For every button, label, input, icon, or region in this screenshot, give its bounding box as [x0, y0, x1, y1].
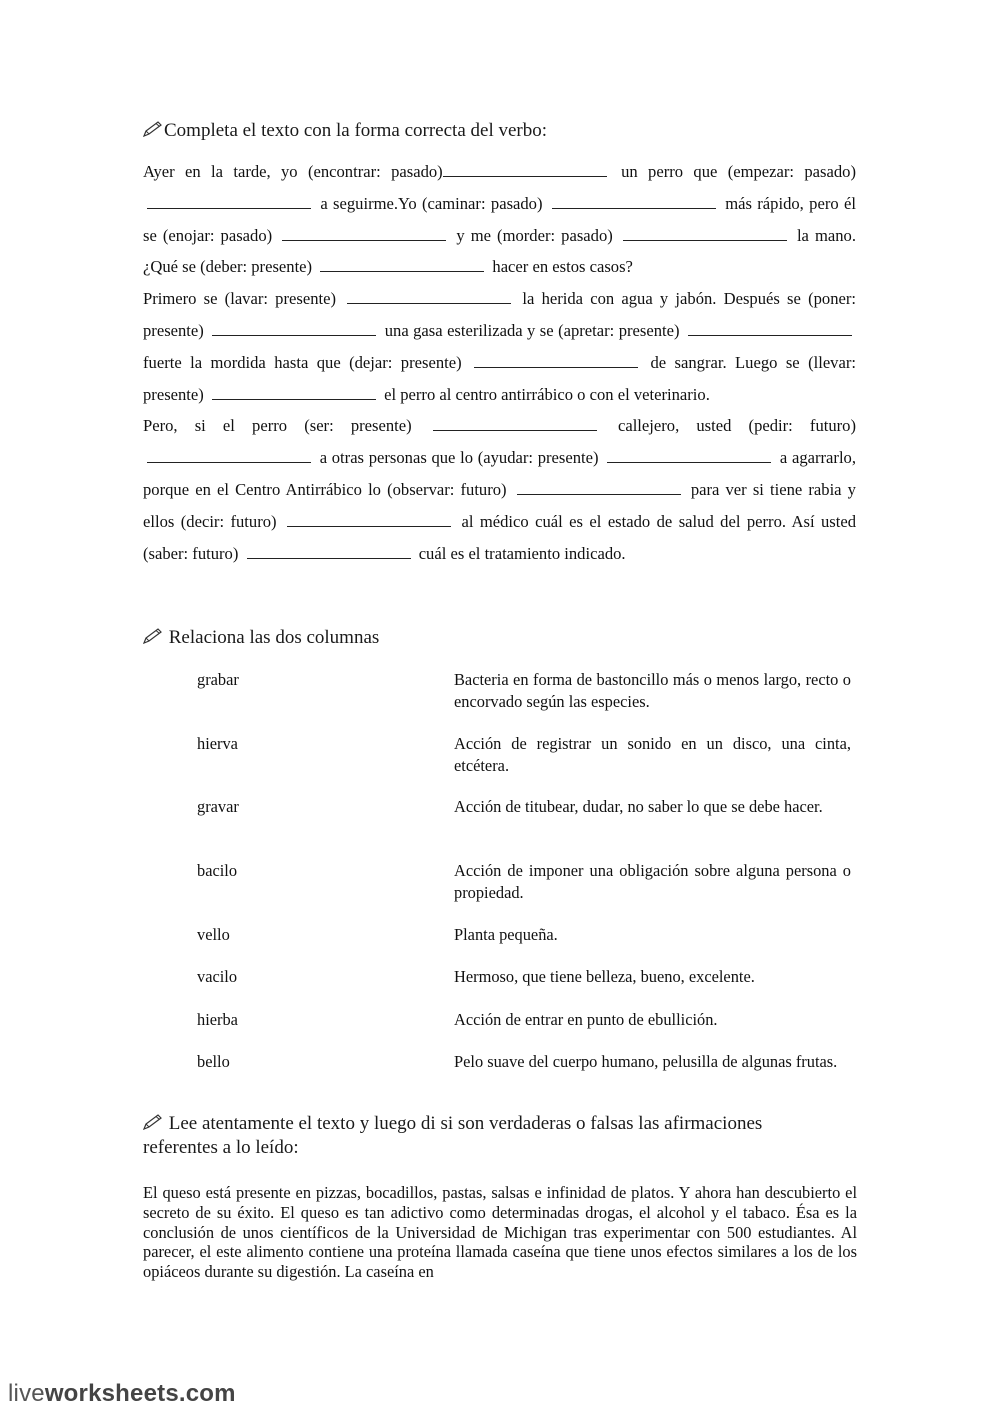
exercise2-title: Relaciona las dos columnas [168, 627, 380, 648]
answer-blank[interactable] [517, 478, 681, 495]
match-word[interactable]: vacilo [197, 967, 238, 986]
answer-blank[interactable] [552, 192, 716, 209]
liveworksheets-logo[interactable] [8, 1380, 236, 1408]
text-segment: a otras personas que lo (ayudar: presente) [319, 448, 599, 468]
match-definition[interactable]: Acción de imponer una obligación sobre alguna persona o propiedad. [454, 861, 851, 902]
answer-blank[interactable] [474, 351, 638, 368]
text-segment: de sangrar. Luego se (llevar: presente) [143, 352, 856, 404]
logo-bold-text: worksheets [44, 1380, 179, 1407]
exercise1-heading [143, 119, 858, 143]
answer-blank[interactable] [623, 224, 787, 241]
exercise3-heading [143, 1112, 833, 1160]
match-word[interactable]: vello [197, 925, 230, 944]
text-segment: a agarrarlo, porque en el Centro Antirrábico lo (observar: futuro) [143, 448, 857, 499]
exercise1-paragraph-2 [143, 283, 856, 410]
pencil-icon [143, 1114, 163, 1130]
exercise1-paragraph-3 [143, 410, 856, 569]
answer-blank[interactable] [443, 160, 607, 177]
exercise1-title: Completa el texto con la forma correcta del verbo: [164, 120, 548, 141]
answer-blank[interactable] [282, 224, 446, 241]
answer-blank[interactable] [433, 414, 597, 431]
answer-blank[interactable] [607, 446, 771, 463]
text-segment: la herida con agua y jabón. Después se (poner: presente) [143, 289, 856, 340]
text-segment: la mano. ¿Qué se (deber: presente) [143, 225, 856, 277]
text-segment: Pero, si el perro (ser: presente) [143, 416, 412, 436]
match-definition[interactable]: Acción de entrar en punto de ebullición. [454, 1010, 718, 1029]
match-definition[interactable]: Acción de titubear, dudar, no saber lo que se debe hacer. [454, 797, 823, 816]
match-word[interactable]: grabar [197, 670, 239, 689]
pencil-icon [143, 628, 163, 644]
text-segment: callejero, usted (pedir: futuro) [617, 416, 857, 436]
text-segment: para ver si tiene rabia y ellos (decir: futuro) [143, 479, 856, 531]
answer-blank[interactable] [212, 319, 376, 336]
exercise1-paragraph-1 [143, 156, 856, 283]
match-word[interactable]: bacilo [197, 861, 238, 880]
text-segment: Primero se (lavar: presente) [143, 289, 336, 309]
match-word[interactable]: gravar [197, 797, 239, 816]
match-definition[interactable]: Hermoso, que tiene belleza, bueno, excelente. [454, 967, 755, 986]
text-segment: más rápido, pero él se (enojar: pasado) [143, 193, 856, 245]
answer-blank[interactable] [147, 446, 311, 463]
answer-blank[interactable] [287, 510, 451, 527]
answer-blank[interactable] [247, 542, 411, 559]
match-word[interactable]: bello [197, 1052, 230, 1071]
text-segment: cuál es el tratamiento indicado. [418, 543, 626, 563]
match-definition[interactable]: Acción de registrar un sonido en un disco, una cinta, etcétera. [454, 734, 851, 775]
match-definition[interactable]: Planta pequeña. [454, 925, 558, 944]
exercise3-title: Lee atentamente el texto y luego di si son verdaderas o falsas las afirmaciones referentes a lo leído: [143, 1113, 763, 1158]
answer-blank[interactable] [347, 287, 511, 304]
text-segment: Ayer en la tarde, yo (encontrar: pasado) [143, 162, 443, 181]
match-definition[interactable]: Pelo suave del cuerpo humano, pelusilla de algunas frutas. [454, 1052, 838, 1071]
text-segment: y me (morder: pasado) [456, 225, 613, 245]
exercise2-heading [143, 626, 858, 650]
text-segment: un perro que (empezar: pasado) [621, 162, 856, 181]
text-segment: fuerte la mordida hasta que (dejar: presente) [143, 352, 462, 372]
text-segment: una gasa esterilizada y se (apretar: presente) [384, 320, 680, 340]
match-word[interactable]: hierba [197, 1010, 238, 1029]
answer-blank[interactable] [688, 319, 852, 336]
exercise1-text [143, 156, 856, 569]
text-segment: hacer en estos casos? [492, 257, 633, 277]
answer-blank[interactable] [147, 192, 311, 209]
reading-passage: El queso está presente en pizzas, bocadillos, pastas, salsas e infinidad de platos. Y ahora han descubierto el secreto de su éxito. El queso es tan adictivo como determinadas drogas, el alcohol y el tabaco. Ésa es la conclusión de unos científicos de la Universidad de Michigan tras experimentar con 500 estudiantes. Al parecer, el este alimento contiene una proteína llamada caseína que tiene unos efectos similares a los de los opiáceos durante su digestión. La caseína en [143, 1183, 857, 1282]
pencil-icon [143, 121, 163, 137]
match-definition[interactable]: Bacteria en forma de bastoncillo más o menos largo, recto o encorvado según las especies. [454, 670, 851, 711]
match-word[interactable]: hierva [197, 734, 238, 753]
text-segment: a seguirme.Yo (caminar: pasado) [320, 193, 543, 213]
text-segment: al médico cuál es el estado de salud del perro. Así usted (saber: futuro) [143, 511, 857, 563]
answer-blank[interactable] [320, 255, 484, 272]
logo-light-text: live [8, 1380, 45, 1407]
text-segment: el perro al centro antirrábico o con el veterinario. [384, 384, 710, 404]
logo-suffix-text: .com [178, 1380, 236, 1407]
answer-blank[interactable] [212, 383, 376, 400]
